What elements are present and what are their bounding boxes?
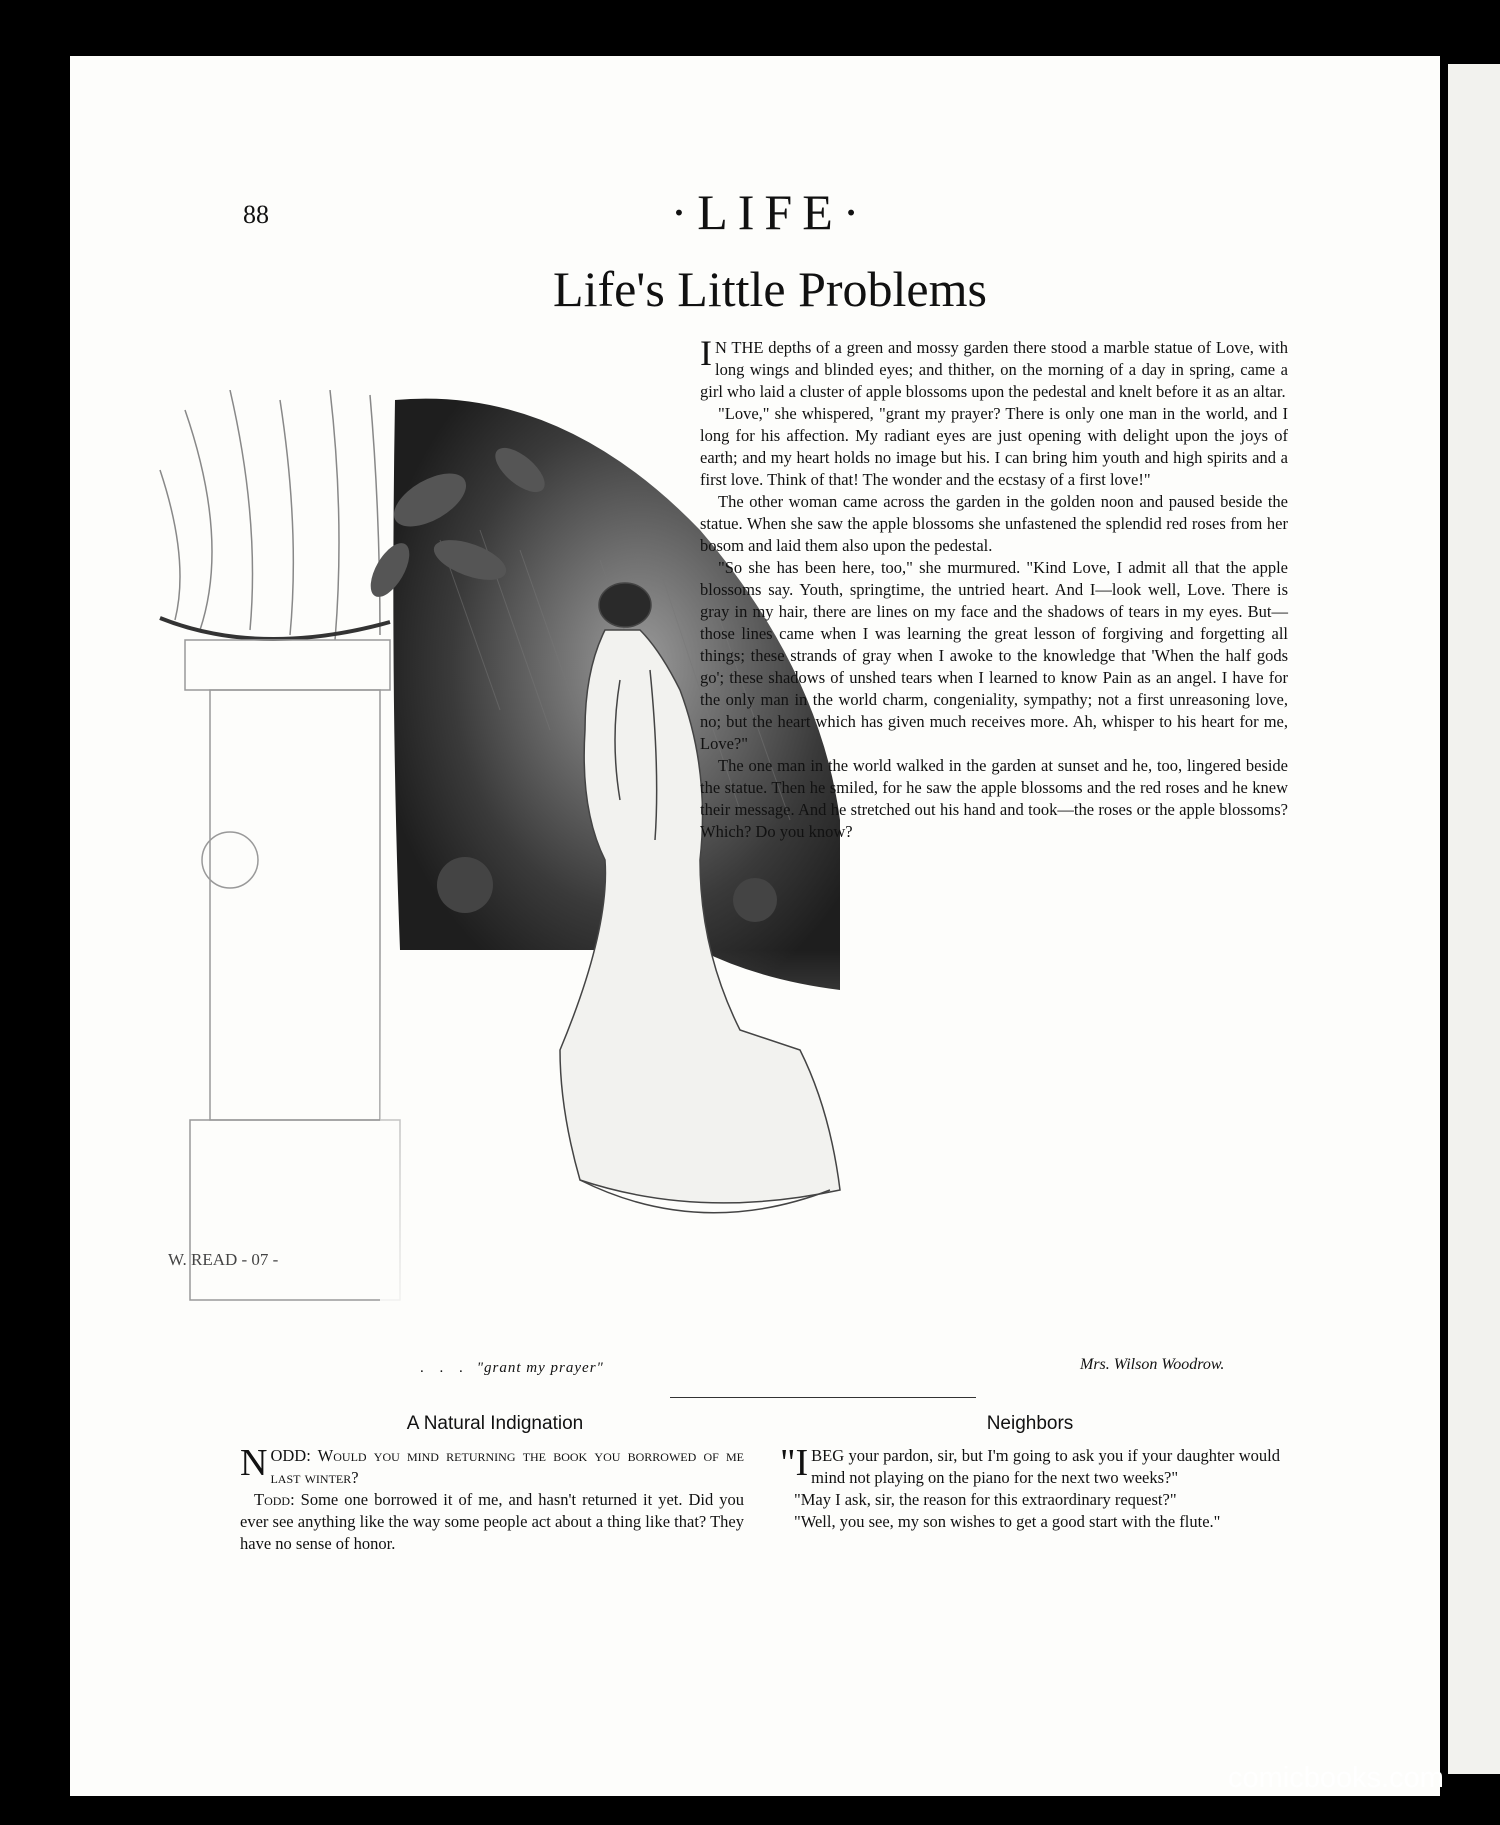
story-paragraph-1: I N THE depths of a green and mossy garden there stood a marble statue of Love, with long wings and blinded eyes; and thither, on the morning of a day in spring, came a girl who laid a cluster of apple blossoms upon the pedestal and knelt before it as an altar. <box>700 333 1288 401</box>
article-title: Life's Little Problems <box>553 261 987 317</box>
drop-cap-i: "I <box>780 1442 809 1484</box>
curtain <box>160 390 380 640</box>
illustration-caption <box>420 1360 720 1377</box>
garland <box>160 618 390 639</box>
adjacent-page-edge <box>1448 64 1500 1774</box>
story-paragraph-5: The one man in the world walked in the garden at sunset and he, too, lingered beside the statue. Then he smiled, for he saw the apple blossoms and the red roses and he knew their message. And he stretched out his hand and took—the roses or the apple blossoms? Which? Do you know? <box>700 756 1288 841</box>
neighbors-line-2: "May I ask, sir, the reason for this extraordinary request?" <box>794 1490 1177 1509</box>
nodd-line: NODD: Would you mind returning the book you borrowed of me last winter? <box>240 1442 744 1487</box>
artist-signature: W. READ - 07 - <box>168 1250 279 1269</box>
story-text <box>700 333 1288 843</box>
watermark: comicbooks.com <box>1228 1762 1444 1794</box>
todd-line: Todd: Some one borrowed it of me, and hasn't returned it yet. Did you ever see anything like the way some people act about a thing like that? They have no sense of honor. <box>240 1490 744 1553</box>
drop-cap: I <box>700 333 712 373</box>
story-paragraph-3: The other woman came across the garden in the golden noon and paused beside the statue. When she saw the apple blossoms she unfastened the splendid red roses from her bosom and laid them also upon the pedestal. <box>700 492 1288 555</box>
divider-rule <box>670 1397 976 1398</box>
pedestal <box>185 640 400 1300</box>
masthead: ·LIFE· <box>670 184 870 240</box>
neighbors-line-1: "I BEG your pardon, sir, but I'm going to ask you if your daughter would mind not playing on the piano for the next two weeks?" <box>780 1442 1280 1487</box>
neighbors-line-3: "Well, you see, my son wishes to get a good start with the flute." <box>794 1512 1221 1531</box>
story-paragraph-2: "Love," she whispered, "grant my prayer? There is only one man in the world, and I long for his affection. My radiant eyes are just opening with delight upon the joys of earth; and my heart holds no image but his. I can bring him youth and high spirits and a first love. Think of that! The wonder and the ecstasy of a first love!" <box>700 404 1288 489</box>
caption-dots: . . . <box>420 1360 469 1376</box>
story-paragraph-4: "So she has been here, too," she murmured. "Kind Love, I admit all that the apple blossoms say. Youth, springtime, the untried heart. And I—look well, Love. There is gray in my hair, there are lines on my face and the shadows of tears in my eyes. But—those lines came when I was learning the great lesson of forgiving and forgetting all things; these strands of gray when I awoke to the knowledge that 'When the half gods go'; these shadows of unshed tears when I learned to know Pain as an angel. I have for the only man in the world charm, congeniality, sympathy; not a first unreasoning love, no; but the heart which has given much receives more. Ah, whisper to his heart for me, Love?" <box>700 558 1288 753</box>
caption-text: "grant my prayer" <box>476 1360 604 1376</box>
page-number: 88 <box>243 200 269 229</box>
byline: Mrs. Wilson Woodrow. <box>1080 1356 1225 1373</box>
speaker-todd: Todd: <box>254 1490 295 1509</box>
neighbors-heading: Neighbors <box>986 1413 1074 1434</box>
natural-indignation-text <box>240 1442 744 1555</box>
neighbors-text <box>780 1442 1280 1533</box>
drop-cap-n: N <box>240 1442 268 1484</box>
natural-indignation-heading: A Natural Indignation <box>406 1413 584 1434</box>
